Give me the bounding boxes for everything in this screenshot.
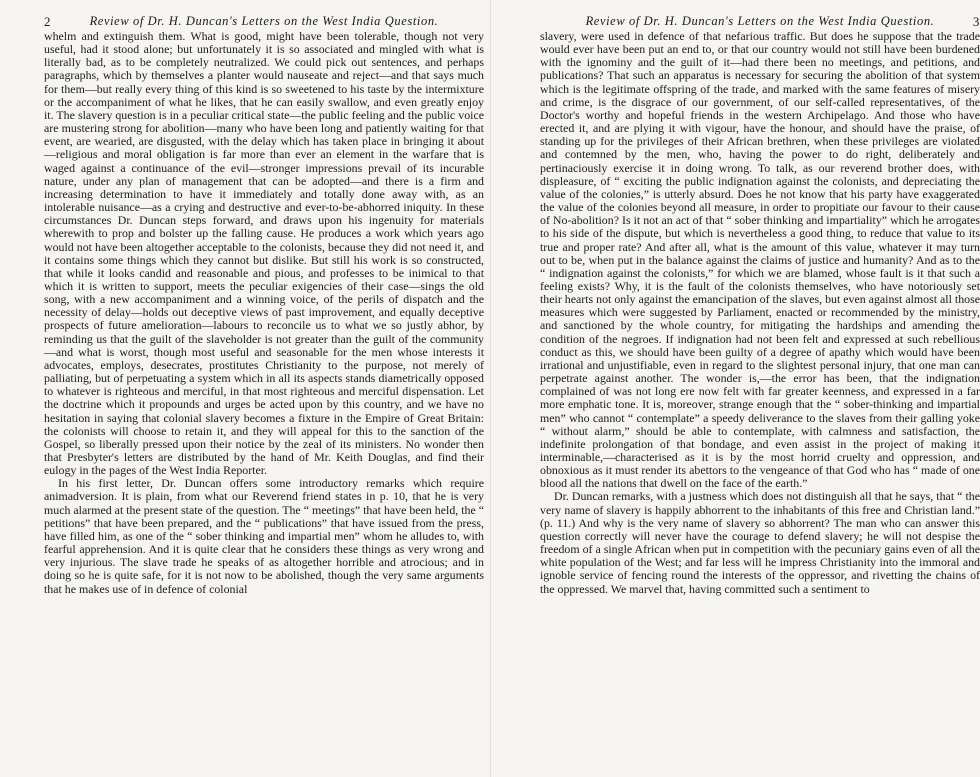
left-page [44,0,484,777]
right-running-title: Review of Dr. H. Duncan's Letters on the West India Question. [585,14,935,28]
right-running-head [540,0,980,30]
right-page [540,0,980,777]
left-page-body [44,30,484,596]
right-paragraph-1: slavery, were used in defence of that nefarious traffic. But does he suppose that the trade would ever have been put an end to, or that our country would not still have been burdened with the ignominy and the guilt of it—had there been no meetings, and petitions, and publications? That such an apparatus is necessary for securing the abolition of that system which is the legitimate offspring of the trade, and marked with the same features of misery and crime, is the disgrace of our government, of our self-called representatives, of the Doctor's worthy and hopeful friends in the western Archipelago. And those who have erected it, and are plying it with vigour, have the honour, and should have the praise, of standing up for the privileges of their African brethren, when these privileges are violated and contemned by the men, who, having the power to do right, deliberately and pertinaciously exercise it in doing wrong. To talk, as our reverend brother does, with displeasure, of “ exciting the public indignation against the colonists, and depreciating the value of the colonies,” is utterly absurd. Does he not know that his party have exaggerated the value of the colonies beyond all measure, in order to propitiate our favour to their cause of No-abolition? Is it not an act of that “ sober thinking and impartiality” which he arrogates to his side of the dispute, but which is nevertheless a good thing, to reduce that value to its true and proper rate? And after all, what is the amount of this value, whatever it may turn out to be, when put in the balance against the claims of justice and humanity? And as to the “ indignation against the colonists,” for which we are blamed, whose fault is it that such a feeling exists? Why, it is the fault of the colonists themselves, who have notoriously set their hearts not only against the emancipation of the slaves, but even against almost all those measures which were suggested by Parliament, enacted or recommended by the ministry, and sanctioned by the whole country, for mitigating the hardships and amending the condition of the negroes. If indignation had not been felt and expressed at such rebellious conduct as this, we should have been guilty of a degree of apathy which would have been irrational and unjustifiable, even in regard to the slightest personal injury, that one man can perpetrate against another. The wonder is,—the error has been, that the indignation complained of was not long ere now felt with far greater keenness, and expressed in a far more emphatic tone. It is, moreover, strange enough that the “ sober-thinking and impartial men” who cannot “ contemplate” a speedy deliverance to the slaves from their galling yoke “ without alarm,” should be able to contemplate, with calmness and satisfaction, the indefinite prolongation of that bondage, and even assist in the project of making it interminable,—characterised as it is by the most horrid cruelty and oppression, and obnoxious as it must render its abettors to the vengeance of that God who has “ made of one blood all the nations that dwell on the face of the earth.” [540,29,980,491]
left-running-title: Review of Dr. H. Duncan's Letters on the West India Question. [89,14,439,28]
left-page-number: 2 [44,14,52,29]
right-paragraph-2: Dr. Duncan remarks, with a justness which does not distinguish all that he says, that “ the very name of slavery is happily abhorrent to the inhabitants of this free and Christian land.” (p. 11.) And why is the very name of slavery so abhorrent? The man who can answer this question correctly will never have the courage to defend slavery; he will not despise the freedom of a single African when put in competition with the pecuniary gains even of all the white population of the West; and far less will he impress Christianity into the immoral and ignoble service of fencing round the interests of the oppressor, and rivetting the chains of the oppressed. We marvel that, having committed such a sentiment to [540,489,980,596]
left-paragraph-2: In his first letter, Dr. Duncan offers some introductory remarks which require animadversion. It is plain, from what our Reverend friend states in p. 10, that he is very much alarmed at the present state of the question. The “ meetings” that have been held, the “ petitions” that have been prepared, and the “ publications” that have issued from the press, have filled him, as one of the “ sober thinking and impartial men” whom he alludes to, with fearful apprehension. And it is quite clear that he considers these things as very wrong and very injurious. The slave trade he speaks of as altogether horrible and atrocious; and in doing so he is quite safe, for it is not now to be abolished, though the very same arguments that he makes use of in defence of colonial [44,476,484,596]
right-page-number: 3 [972,14,980,29]
left-running-head [44,0,484,30]
left-paragraph-1: whelm and extinguish them. What is good, might have been tolerable, though not very useful, had it stood alone; but unfortunately it is so associated and mingled with what is literally bad, as to be completely neutralized. We could pick out sentences, and perhaps paragraphs, which by themselves a planter would nauseate and reject—and that says much for them—but really every thing of this kind is so sweetened to his taste by the intermixture or the accompaniment of what he likes, that he can easily swallow, and even greatly enjoy it. The slavery question is in a peculiar critical state—the public feeling and the public voice are mustering strong for abolition—many who have been long and patiently waiting for that event, are wearied, are disgusted, with the delay which has taken place in bringing it about—religious and moral obligation is far more than ever an element in the warfare that is waged against a continuance of the evil—stronger impressions prevail of its incurable nature, under any plan of management that can be adopted—and there is a firm and increasing determination to have it immediately and totally done away with, as an intolerable nuisance—as a crying and destructive and ever-to-be-abhorred iniquity. In these circumstances Dr. Duncan steps forward, and draws upon his ingenuity for materials wherewith to prop and bolster up the falling cause. He produces a work which years ago would not have been altogether acceptable to the colonists, because they did not need it, and it contains some things which they cannot but dislike. But still his work is so constructed, that while it looks candid and reasonable and pious, and professes to be inimical to that which it is written to support, meets the peculiar exigencies of their case—sings the old song, with a new accompaniment and a winning voice, of the perils of dispatch and the necessity of delay—holds out deceptive views of past improvement, and equally deceptive prospects of future amelioration—labours to reconcile us to what we so justly abhor, by reminding us that the guilt of the slaveholder is not greater than the guilt of the community—and what is worst, though most useful and seasonable for the men whose interests it advocates, employs, desecrates, prostitutes Christianity to the purpose, not merely of palliating, but of perpetuating a system which in all its aspects stands diametrically opposed to whatever is righteous and merciful, in that most righteous and merciful dispensation. Let the doctrine which it propounds and urges be acted upon by this country, and we have no hesitation in saying that colonial slavery becomes a fixture in the Empire of Great Britain: the colonists will choose to retain it, and they will appeal for this to the sanction of the Gospel, so liberally pressed upon their notice by the zeal of its ministers. No wonder then that Presbyter's letters are distributed by the hand of Mr. Keith Douglas, and find their eulogy in the pages of the West India Reporter. [44,29,484,478]
right-page-body [540,30,980,596]
gutter-divider [490,0,491,777]
